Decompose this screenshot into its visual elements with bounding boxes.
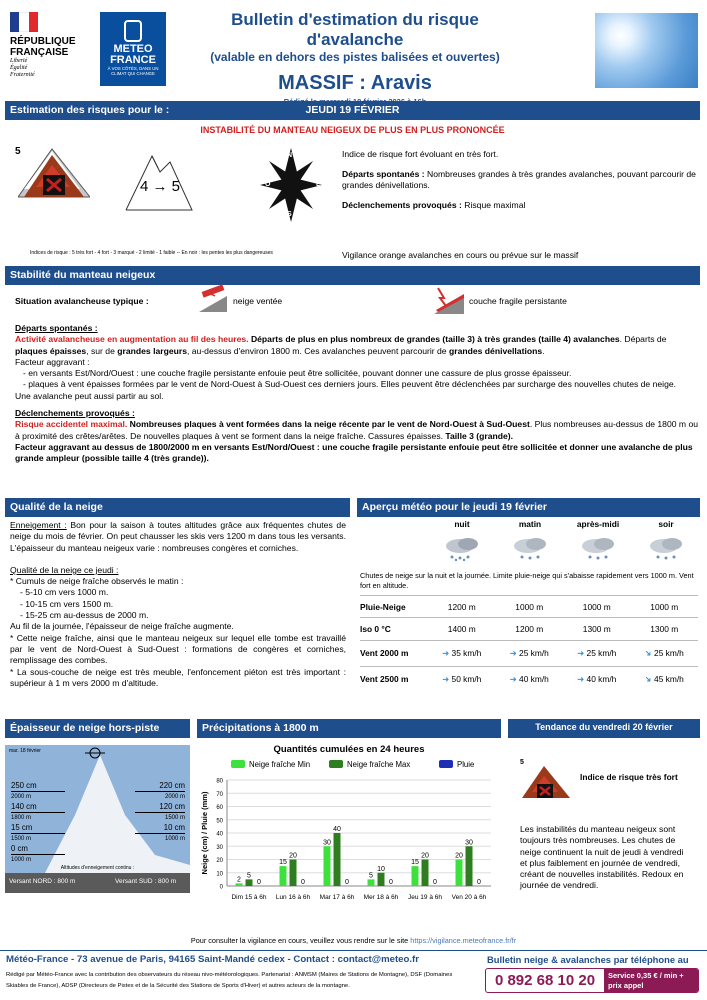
risk-summary: Indice de risque fort évoluant en très fort.: [342, 149, 499, 159]
bar: [422, 860, 429, 887]
situation-label: Situation avalancheuse typique :: [15, 296, 149, 306]
spontaneous-b2: plaques épaisses: [15, 345, 87, 356]
spontaneous-text: Nombreuses grandes à très grandes avalanches, pouvant parcourir de grandes dénivellations.: [342, 169, 696, 190]
data-label: 10: [377, 865, 385, 873]
stability-title: Stabilité du manteau neigeux: [5, 266, 700, 285]
period-nuit: nuit: [454, 519, 470, 529]
legend-label: Neige fraîche Max: [347, 760, 411, 769]
legend-swatch: [329, 760, 343, 768]
y-tick-label: 80: [216, 778, 223, 785]
provoked-alert: Risque accidentel maximal.: [15, 419, 128, 430]
y-tick-label: 20: [216, 858, 223, 864]
y-tick-label: 60: [216, 805, 223, 811]
quality-title: Qualité de la neige: [5, 498, 350, 517]
vigilance-text: Vigilance orange avalanches en cours ou prévue sur le massif: [342, 250, 579, 260]
x-tick-label: Mer 18 à 6h: [363, 894, 399, 901]
credits: Rédigé par Météo-France avec la contribution des observateurs du réseau nivo-météorologiques. Partenariat : ANMSM (Maires de Stations de Montagne), DSF (Domaines Skiables de France), ADSP (Directeurs de Pistes et de la Sécurité des Stations de Sports d'Hiver) et autres acteurs de la montagne.: [6, 972, 453, 989]
trend-text: Les instabilités du manteau neigeux sont toujours très nombreuses. Les chutes de neige continuent la nuit de jeudi à vendredi et plus faiblement en journée de vendredi, créant de nouvelles instabilités. Redoux en journée de vendredi.: [520, 824, 684, 891]
risk-evolution: 4 → 5: [140, 178, 181, 195]
y-tick-label: 10: [216, 871, 223, 878]
spontaneous-n2: , sur de: [86, 345, 118, 356]
y-tick-label: 0: [219, 884, 223, 891]
trend-risk-pictogram: [522, 764, 570, 800]
data-label: 20: [421, 852, 429, 860]
bar: [412, 866, 419, 886]
meteo-row: Iso 0 °C 1400 m 1200 m 1300 m 1300 m: [360, 618, 698, 640]
aggravating-1: - en versants Est/Nord/Ouest : une couche fragile persistante enfouie peut être sollicitée, pouvant donner une cassure de plus grosse épaisseur.: [23, 368, 572, 379]
spontaneous-title: Départs spontanés :: [15, 323, 98, 333]
bar: [290, 860, 297, 887]
wind-arrow-icon: ➜: [442, 648, 450, 658]
data-label: 0: [257, 879, 261, 886]
period-apres-midi: après-midi: [576, 519, 620, 529]
risk-date: JEUDI 19 FÉVRIER: [305, 104, 400, 116]
snow-cloud-icon: [564, 534, 632, 564]
wind-arrow-icon: ➜: [577, 674, 585, 685]
bar: [466, 846, 473, 886]
data-label: 5: [369, 872, 373, 880]
legend-label: Pluie: [457, 760, 475, 769]
data-label: 15: [411, 859, 419, 867]
provoked-title: Déclenchements provoqués :: [15, 408, 135, 419]
precip-chart: [197, 740, 501, 908]
y-axis-label: Neige (cm) / Pluie (mm): [200, 791, 209, 875]
wind-arrow-icon: ➜: [642, 646, 655, 660]
legend-swatch: [231, 760, 245, 768]
provoked-text: Risque maximal: [464, 200, 526, 210]
chart-title: Quantités cumulées en 24 heures: [273, 744, 425, 755]
enneigement-label: Enneigement :: [10, 520, 67, 530]
trend-title: Tendance du vendredi 20 février: [508, 719, 700, 738]
compass-o: O: [265, 181, 271, 188]
provoked-b2: Taille 3 (grande).: [445, 430, 514, 441]
bar: [236, 883, 243, 886]
situation-1: neige ventée: [233, 296, 283, 306]
y-tick-label: 70: [216, 791, 223, 798]
legend-swatch: [439, 760, 453, 768]
bulletin-subtitle: (valable en dehors des pistes balisées et ouvertes): [210, 50, 500, 64]
risk-legend: Indices de risque : 5 très fort - 4 fort - 3 marqué - 2 limité - 1 faible -- En noir : les pentes les plus dangereuses: [30, 250, 273, 256]
spontaneous-b4: grandes dénivellations: [448, 345, 543, 356]
x-tick-label: Dim 15 à 6h: [231, 894, 267, 901]
bar: [378, 873, 385, 886]
phone-box: [485, 968, 699, 993]
y-tick-label: 50: [216, 818, 223, 825]
data-label: 40: [333, 826, 341, 833]
provoked-b1: Nombreuses plaques à vent formées dans la neige récente par le vent de Nord-Ouest à Sud-Ouest: [129, 419, 530, 430]
persistent-weak-layer-icon: [432, 284, 466, 316]
sky-photo: [595, 13, 698, 88]
bulletin-title: Bulletin d'estimation du risque d'avalanche: [231, 10, 479, 49]
precip-title: Précipitations à 1800 m: [197, 719, 501, 738]
data-label: 2: [237, 876, 241, 884]
spontaneous-n4: .: [542, 345, 545, 356]
meteo-title: Aperçu météo pour le jeudi 19 février: [357, 498, 700, 517]
x-tick-label: Mar 17 à 6h: [319, 894, 355, 901]
data-label: 30: [465, 839, 473, 847]
meteo-comment: Chutes de neige sur la nuit et la journée. Limite pluie-neige qui s'abaisse rapidement vers 1000 m. Vent fort en altitude.: [360, 571, 694, 590]
spontaneous-alert: Activité avalancheuse en augmentation au fil des heures.: [15, 334, 249, 345]
risk-headline: INSTABILITÉ DU MANTEAU NEIGEUX DE PLUS EN PLUS PRONONCÉE: [200, 125, 505, 135]
vigilance-footer: Pour consulter la vigilance en cours, veuillez vous rendre sur le site: [190, 936, 409, 945]
aggravating-label: Facteur aggravant :: [15, 356, 90, 367]
wind-arrow-icon: ➜: [509, 674, 517, 685]
vigilance-link[interactable]: https://vigilance.meteofrance.fr/fr: [410, 936, 517, 945]
wind-arrow-icon: ➜: [442, 674, 450, 685]
x-tick-label: Jeu 19 à 6h: [408, 894, 442, 901]
bar: [280, 866, 287, 886]
quality-6: * Cette neige fraîche, ainsi que le manteau neigeux sur lequel elle tombe est travaillé par le vent de Nord-Ouest à Sud-Ouest : formations de congères et corniches, remplissage des combes.: [10, 632, 346, 666]
quality-7: * La sous-couche de neige est très meuble, l'enfoncement piéton est très important : supérieur à 1 m vers 2000 m d'altitude.: [10, 666, 346, 688]
bar: [334, 833, 341, 886]
wind-slab-icon: [197, 284, 229, 314]
enneigement-text: Bon pour la saison à toutes altitudes grâce aux fréquentes chutes de neige du mois de février. On peut chausser les skis vers 1200 m dans tous les versants. L'épaisseur du manteau neigeux varie : nombreuses congères et corniches.: [10, 520, 346, 553]
wind-arrow-icon: ➜: [642, 673, 655, 686]
data-label: 15: [279, 859, 287, 867]
bar: [246, 879, 253, 886]
quality-2: - 5-10 cm vers 1000 m.: [20, 587, 109, 598]
trend-level: 5: [520, 759, 524, 766]
trend-label: Indice de risque très fort: [580, 772, 678, 782]
bar: [324, 846, 331, 886]
aggravating-3: Une avalanche peut aussi partir au sol.: [15, 390, 164, 401]
spontaneous-b3: grandes largeurs: [117, 345, 187, 356]
period-matin: matin: [518, 519, 542, 529]
y-tick-label: 40: [216, 831, 223, 838]
snow-cloud-icon: [428, 534, 496, 564]
data-label: 0: [389, 879, 393, 886]
bar: [368, 879, 375, 886]
y-tick-label: 30: [216, 844, 223, 851]
compass-s: S: [287, 211, 292, 218]
rf-logo: RÉPUBLIQUE FRANÇAISE Liberté Égalité Fraternité: [10, 12, 80, 87]
spontaneous-label: Départs spontanés :: [342, 169, 425, 179]
data-label: 0: [433, 879, 437, 886]
snow-cloud-icon: [496, 534, 564, 564]
wind-arrow-icon: ➜: [577, 648, 585, 658]
data-label: 0: [477, 879, 481, 886]
massif-title: MASSIF : Aravis: [278, 72, 432, 94]
data-label: 0: [301, 879, 305, 886]
spontaneous-n3: , au-dessus d'environ 1800 m. Ces avalanches peuvent parcourir de: [186, 345, 449, 356]
data-label: 5: [247, 872, 251, 880]
provoked-n1: . Plus nombreuses au-dessus de 1800 m ou à proximité des crêtes/arêtes. De nouvelles plaques à vent se forment dans la neige fraîche. Cassures épaisses.: [15, 419, 699, 441]
quality-5: Au fil de la journée, l'épaisseur de neige fraîche augmente.: [10, 621, 234, 632]
snow-cloud-icon: [632, 534, 700, 564]
compass-n: N: [287, 152, 293, 159]
phone-price: Service 0,35 € / min + prix appel: [604, 969, 698, 992]
quality-label: Qualité de la neige ce jeudi :: [10, 564, 119, 575]
quality-3: - 10-15 cm vers 1500 m.: [20, 598, 114, 609]
data-label: 30: [323, 839, 331, 847]
data-label: 20: [289, 852, 297, 860]
wind-row: Vent 2500 m ➜ 50 km/h ➜ 40 km/h ➜ 40 km/h ➜ 45 km/h: [360, 666, 698, 692]
compass-e: E: [316, 181, 321, 188]
bar: [456, 860, 463, 887]
legend-label: Neige fraîche Min: [249, 760, 311, 769]
x-tick-label: Lun 16 à 6h: [275, 894, 311, 901]
address: Météo-France - 73 avenue de Paris, 94165 Saint-Mandé cedex - Contact : contact@meteo.fr: [6, 954, 419, 965]
period-soir: soir: [658, 519, 674, 529]
situation-2: couche fragile persistante: [469, 296, 567, 306]
aggravating-2: - plaques à vent épaisses formées par le vent de Nord-Ouest à Sud-Ouest ces derniers jours. Elles peuvent être déclenchées par surcharge des nouvelles chutes de neige.: [23, 379, 677, 390]
spontaneous-n1: . Départs de: [619, 334, 667, 345]
meteo-row: Pluie-Neige 1200 m 1000 m 1000 m 1000 m: [360, 596, 698, 618]
provoked-label: Déclenchements provoqués :: [342, 200, 462, 210]
phone-label: Bulletin neige & avalanches par téléphone au: [487, 954, 689, 965]
risk-pictogram: [18, 145, 90, 213]
snow-depth-diagram: mar. 18 février 250 cm 2000 m 140 cm 1800 m 15 cm 1500 m 0 cm 1000 m 220 cm 2000 m 120 cm 1500 m 10 cm 1000 m Altitudes d'enneigement continu : Versant NORD : 800 m Versant SUD : 800 m: [5, 745, 190, 893]
wind-arrow-icon: ➜: [509, 648, 517, 658]
snow-depth-title: Épaisseur de neige hors-piste: [5, 719, 190, 738]
risk-level-number: 5: [15, 146, 21, 157]
risk-label: Estimation des risques pour le :: [10, 104, 170, 116]
data-label: 0: [345, 879, 349, 886]
wind-row: Vent 2000 m ➜ 35 km/h ➜ 25 km/h ➜ 25 km/h ➜ 25 km/h: [360, 640, 698, 666]
spontaneous-b1: Départs de plus en plus nombreux de grandes (taille 3) à très grandes (taille 4) avalanches: [250, 334, 620, 345]
quality-1: * Cumuls de neige fraîche observés le matin :: [10, 576, 184, 587]
x-tick-label: Ven 20 à 6h: [451, 894, 487, 901]
phone-number[interactable]: 0 892 68 10 20: [494, 972, 596, 989]
meteo-france-logo: METEO FRANCE À VOS CÔTÉS, DANS UN CLIMAT QUI CHANGE: [100, 12, 166, 86]
quality-4: - 15-25 cm au-dessus de 2000 m.: [20, 610, 149, 621]
data-label: 20: [455, 852, 463, 860]
provoked-b3: Facteur aggravant au dessus de 1800/2000 m en versants Est/Nord/Ouest : une couche fragile persistante enfouie peut être sollicitée et donner une avalanche de plus grande ampleur (possible taille 4 (très grande)).: [15, 441, 693, 464]
